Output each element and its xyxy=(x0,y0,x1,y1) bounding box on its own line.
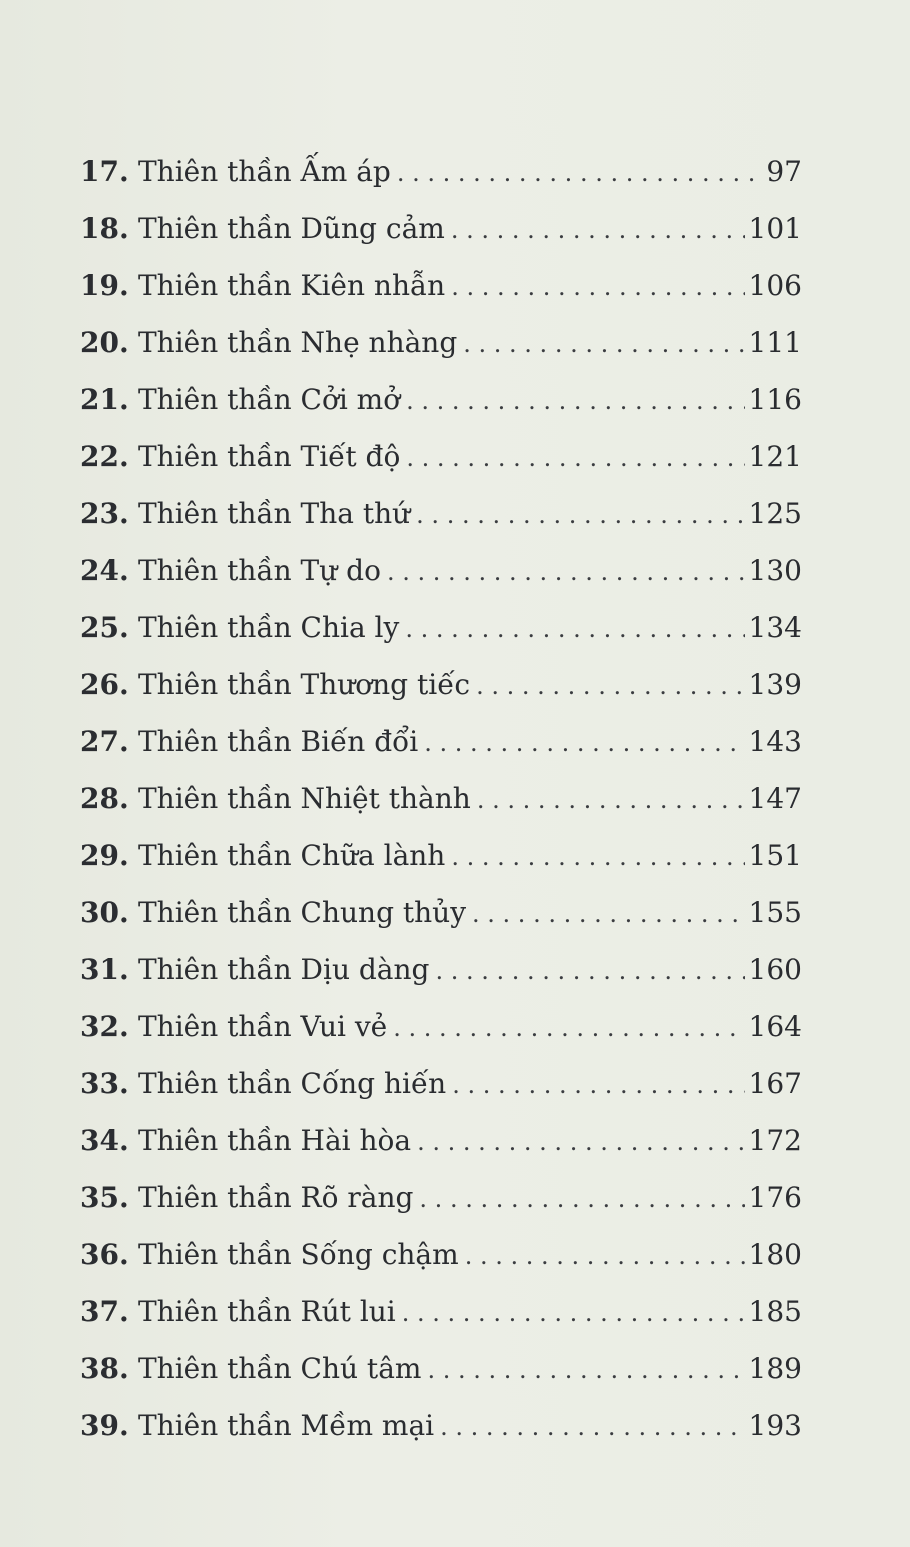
toc-entry xyxy=(80,941,802,998)
entry-title: Thiên thần Cống hiến xyxy=(138,1067,447,1100)
entry-page-number: 155 xyxy=(748,896,802,929)
dot-leader xyxy=(451,202,745,259)
table-of-contents xyxy=(80,143,802,1454)
entry-number: 18. xyxy=(80,212,129,245)
entry-number: 38. xyxy=(80,1352,129,1385)
entry-number: 35. xyxy=(80,1181,129,1214)
dot-leader xyxy=(406,430,744,487)
entry-page-number: 189 xyxy=(748,1352,802,1385)
entry-page-number: 130 xyxy=(748,554,802,587)
dot-leader xyxy=(393,1000,744,1057)
dot-leader xyxy=(476,658,744,715)
entry-title: Thiên thần Dịu dàng xyxy=(138,953,430,986)
dot-leader xyxy=(387,544,745,601)
entry-title: Thiên thần Chung thủy xyxy=(138,896,467,929)
entry-page-number: 143 xyxy=(748,725,802,758)
entry-number: 25. xyxy=(80,611,129,644)
dot-leader xyxy=(452,1057,744,1114)
entry-page-number: 111 xyxy=(748,326,802,359)
entry-title: Thiên thần Mềm mại xyxy=(138,1409,435,1442)
dot-leader xyxy=(397,145,763,202)
entry-number: 17. xyxy=(80,155,129,188)
dot-leader xyxy=(417,1114,744,1171)
entry-title: Thiên thần Chữa lành xyxy=(138,839,446,872)
dot-leader xyxy=(451,829,744,886)
entry-number: 19. xyxy=(80,269,129,302)
entry-number: 26. xyxy=(80,668,129,701)
entry-number: 21. xyxy=(80,383,129,416)
entry-title: Thiên thần Ấm áp xyxy=(138,155,391,188)
toc-entry xyxy=(80,1169,802,1226)
entry-title: Thiên thần Biến đổi xyxy=(138,725,419,758)
entry-title: Thiên thần Tiết độ xyxy=(138,440,401,473)
entry-title: Thiên thần Thương tiếc xyxy=(138,668,471,701)
toc-entry xyxy=(80,200,802,257)
entry-title: Thiên thần Cởi mở xyxy=(138,383,401,416)
dot-leader xyxy=(451,259,744,316)
toc-entry xyxy=(80,1283,802,1340)
entry-number: 34. xyxy=(80,1124,129,1157)
entry-page-number: 172 xyxy=(748,1124,802,1157)
entry-page-number: 185 xyxy=(748,1295,802,1328)
entry-number: 39. xyxy=(80,1409,129,1442)
entry-title: Thiên thần Chia ly xyxy=(138,611,400,644)
entry-number: 23. xyxy=(80,497,129,530)
entry-page-number: 121 xyxy=(748,440,802,473)
entry-page-number: 139 xyxy=(748,668,802,701)
entry-number: 20. xyxy=(80,326,129,359)
dot-leader xyxy=(440,1399,744,1456)
entry-number: 30. xyxy=(80,896,129,929)
entry-number: 28. xyxy=(80,782,129,815)
dot-leader xyxy=(427,1342,744,1399)
toc-entry xyxy=(80,428,802,485)
dot-leader xyxy=(424,715,744,772)
entry-title: Thiên thần Hài hòa xyxy=(138,1124,412,1157)
entry-page-number: 147 xyxy=(748,782,802,815)
entry-number: 24. xyxy=(80,554,129,587)
entry-number: 37. xyxy=(80,1295,129,1328)
toc-entry xyxy=(80,1397,802,1454)
toc-entry xyxy=(80,1340,802,1397)
entry-page-number: 193 xyxy=(748,1409,802,1442)
entry-page-number: 101 xyxy=(748,212,802,245)
toc-entry xyxy=(80,599,802,656)
dot-leader xyxy=(465,1228,745,1285)
dot-leader xyxy=(477,772,745,829)
entry-page-number: 134 xyxy=(748,611,802,644)
toc-entry xyxy=(80,827,802,884)
dot-leader xyxy=(402,1285,745,1342)
entry-title: Thiên thần Chú tâm xyxy=(138,1352,422,1385)
entry-page-number: 106 xyxy=(748,269,802,302)
entry-number: 31. xyxy=(80,953,129,986)
dot-leader xyxy=(405,601,744,658)
entry-page-number: 167 xyxy=(748,1067,802,1100)
entry-page-number: 151 xyxy=(748,839,802,872)
entry-page-number: 176 xyxy=(748,1181,802,1214)
toc-entry xyxy=(80,1112,802,1169)
toc-entry xyxy=(80,542,802,599)
entry-title: Thiên thần Rút lui xyxy=(138,1295,396,1328)
toc-entry xyxy=(80,1055,802,1112)
entry-title: Thiên thần Vui vẻ xyxy=(138,1010,388,1043)
dot-leader xyxy=(406,373,744,430)
toc-entry xyxy=(80,656,802,713)
entry-title: Thiên thần Kiên nhẫn xyxy=(138,269,446,302)
entry-title: Thiên thần Tha thứ xyxy=(138,497,411,530)
toc-entry xyxy=(80,143,802,200)
toc-entry xyxy=(80,485,802,542)
toc-entry xyxy=(80,713,802,770)
entry-page-number: 125 xyxy=(748,497,802,530)
toc-entry xyxy=(80,314,802,371)
toc-entry xyxy=(80,770,802,827)
entry-number: 36. xyxy=(80,1238,129,1271)
toc-entry xyxy=(80,884,802,941)
entry-page-number: 180 xyxy=(748,1238,802,1271)
entry-number: 29. xyxy=(80,839,129,872)
toc-entry xyxy=(80,371,802,428)
dot-leader xyxy=(472,886,745,943)
entry-title: Thiên thần Rõ ràng xyxy=(138,1181,414,1214)
entry-page-number: 164 xyxy=(748,1010,802,1043)
dot-leader xyxy=(416,487,744,544)
entry-number: 33. xyxy=(80,1067,129,1100)
entry-title: Thiên thần Nhẹ nhàng xyxy=(138,326,458,359)
toc-entry xyxy=(80,257,802,314)
entry-title: Thiên thần Tự do xyxy=(138,554,381,587)
entry-title: Thiên thần Sống chậm xyxy=(138,1238,459,1271)
entry-title: Thiên thần Nhiệt thành xyxy=(138,782,471,815)
toc-entry xyxy=(80,998,802,1055)
entry-page-number: 97 xyxy=(766,155,802,188)
entry-number: 22. xyxy=(80,440,129,473)
entry-title: Thiên thần Dũng cảm xyxy=(138,212,445,245)
toc-entry xyxy=(80,1226,802,1283)
dot-leader xyxy=(435,943,744,1000)
entry-number: 27. xyxy=(80,725,129,758)
entry-page-number: 116 xyxy=(748,383,802,416)
dot-leader xyxy=(419,1171,744,1228)
dot-leader xyxy=(463,316,744,373)
entry-number: 32. xyxy=(80,1010,129,1043)
entry-page-number: 160 xyxy=(748,953,802,986)
